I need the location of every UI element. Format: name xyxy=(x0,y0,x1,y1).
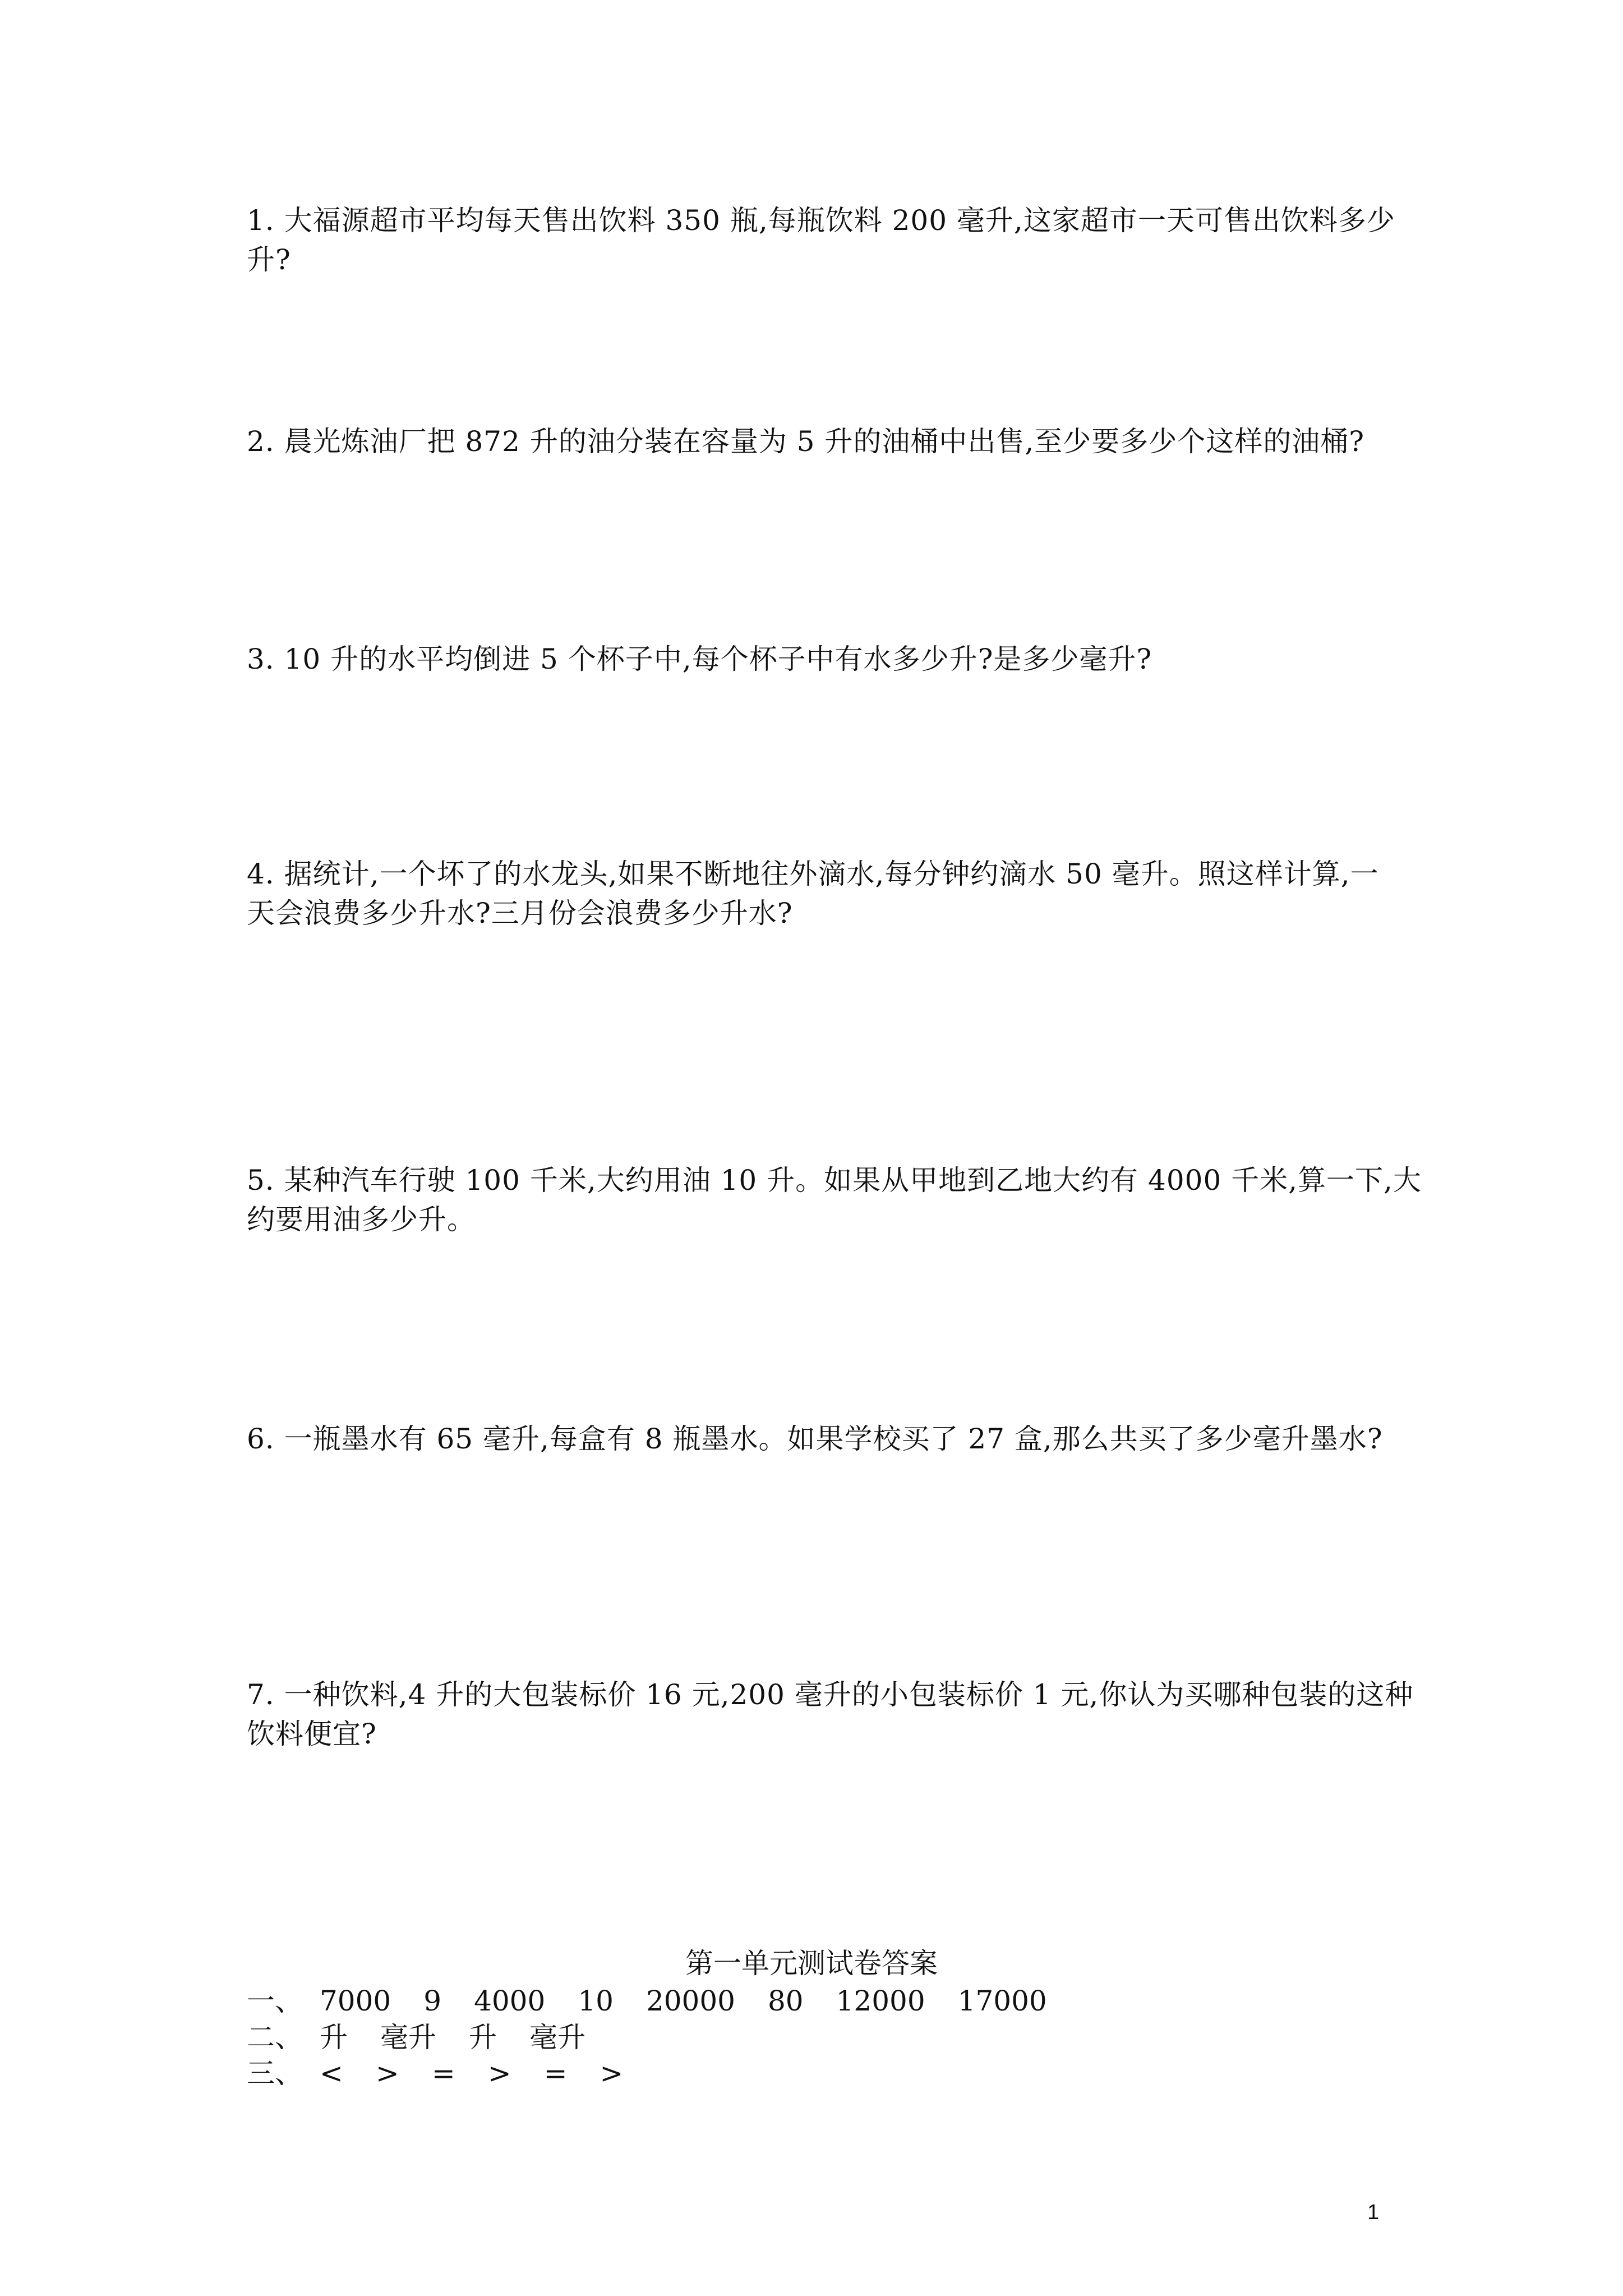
answer-row-3-item: < xyxy=(320,2057,343,2090)
question-2 xyxy=(247,422,1391,461)
question-2-line-1: 2. 晨光炼油厂把 872 升的油分装在容量为 5 升的油桶中出售,至少要多少个这样的油桶? xyxy=(247,425,1365,458)
question-4-line-2: 天会浪费多少升水?三月份会浪费多少升水? xyxy=(247,897,793,930)
answer-row-3-item: = xyxy=(543,2057,568,2090)
answer-row-1-item: 20000 xyxy=(645,1985,735,2017)
answer-row-1-item: 12000 xyxy=(836,1985,925,2017)
answer-row-1-item: 4000 xyxy=(474,1985,546,2017)
question-1-line-2: 升? xyxy=(247,243,291,276)
question-4 xyxy=(247,854,1391,933)
answer-row-2-item: 毫升 xyxy=(380,2021,436,2054)
question-3-line-1: 3. 10 升的水平均倒进 5 个杯子中,每个杯子中有水多少升?是多少毫升? xyxy=(247,643,1152,675)
answer-row-1-label: 一、 xyxy=(247,1985,303,2017)
question-7-line-2: 饮料便宜? xyxy=(247,1718,377,1750)
answer-row-1-item: 17000 xyxy=(957,1985,1047,2017)
answer-row-1-item: 10 xyxy=(578,1985,614,2017)
answer-row-2 xyxy=(247,2019,618,2055)
question-4-line-1: 4. 据统计,一个坏了的水龙头,如果不断地往外滴水,每分钟约滴水 50 毫升。照这样计算,一 xyxy=(247,858,1379,890)
question-3 xyxy=(247,639,1391,679)
answer-row-1-item: 7000 xyxy=(320,1985,391,2017)
answer-row-2-item: 升 xyxy=(320,2021,348,2054)
question-5-line-2: 约要用油多少升。 xyxy=(247,1203,476,1236)
answer-row-2-item: 升 xyxy=(469,2021,497,2054)
question-6 xyxy=(247,1419,1391,1458)
question-6-line-1: 6. 一瓶墨水有 65 毫升,每盒有 8 瓶墨水。如果学校买了 27 盒,那么共买了多少毫升墨水? xyxy=(247,1423,1383,1455)
answer-row-3-label: 三、 xyxy=(247,2057,303,2090)
page-number: 1 xyxy=(1367,2201,1380,2224)
question-1-line-1: 1. 大福源超市平均每天售出饮料 350 瓶,每瓶饮料 200 毫升,这家超市一天可售出饮料多少 xyxy=(247,204,1395,237)
question-1 xyxy=(247,201,1395,279)
answer-row-2-item: 毫升 xyxy=(529,2021,585,2054)
answer-row-3-item: > xyxy=(487,2057,511,2090)
question-7 xyxy=(247,1675,1414,1754)
question-5 xyxy=(247,1161,1422,1239)
answer-key-title: 第一单元测试卷答案 xyxy=(685,1947,938,1980)
answer-row-3-item: = xyxy=(431,2057,455,2090)
answer-row-3-item: > xyxy=(375,2057,399,2090)
answer-row-1 xyxy=(247,1983,1080,2019)
answer-row-3 xyxy=(247,2055,656,2091)
answer-row-3-item: > xyxy=(600,2057,624,2090)
answer-row-2-label: 二、 xyxy=(247,2021,303,2054)
answer-row-1-item: 80 xyxy=(768,1985,804,2017)
question-5-line-1: 5. 某种汽车行驶 100 千米,大约用油 10 升。如果从甲地到乙地大约有 4000 千米,算一下,大 xyxy=(247,1164,1422,1197)
answer-row-1-item: 9 xyxy=(423,1985,442,2017)
question-7-line-1: 7. 一种饮料,4 升的大包装标价 16 元,200 毫升的小包装标价 1 元,你认为买哪种包装的这种 xyxy=(247,1678,1414,1711)
